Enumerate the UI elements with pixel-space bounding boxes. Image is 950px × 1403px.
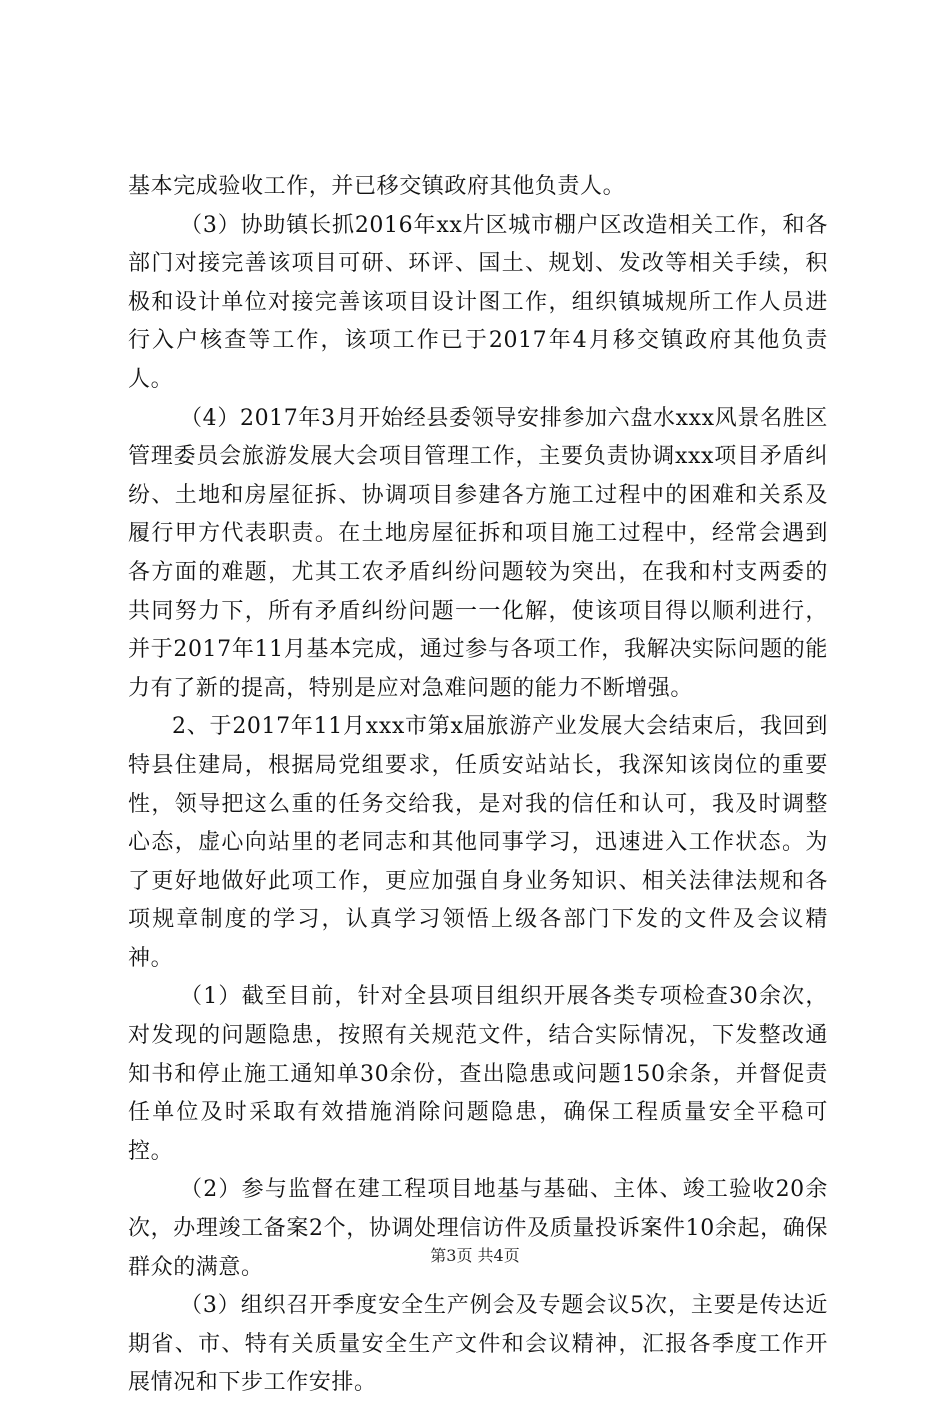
paragraph-5: （1）截至目前，针对全县项目组织开展各类专项检查30余次，对发现的问题隐患，按照有关规范文件，结合实际情况，下发整改通知书和停止施工通知单30余份，查出隐患或问题150余条，并督促责任单位及时采取有效措施消除问题隐患，确保工程质量安全平稳可控。 <box>128 984 828 1164</box>
paragraph-7: （3）组织召开季度安全生产例会及专题会议5次，主要是传达近期省、市、特有关质量安全生产文件和会议精神，汇报各季度工作开展情况和下步工作安排。 <box>128 1293 828 1396</box>
paragraph-6: （2）参与监督在建工程项目地基与基础、主体、竣工验收20余次，办理竣工备案2个，协调处理信访件及质量投诉案件10余起，确保群众的满意。 <box>128 1177 828 1280</box>
paragraph-1: 基本完成验收工作，并已移交镇政府其他负责人。 <box>128 174 626 199</box>
paragraph-3: （4）2017年3月开始经县委领导安排参加六盘水xxx风景名胜区管理委员会旅游发展大会项目管理工作，主要负责协调xxx项目矛盾纠纷、土地和房屋征拆、协调项目参建各方施工过程中的困难和关系及履行甲方代表职责。在土地房屋征拆和项目施工过程中，经常会遇到各方面的难题，尤其工农矛盾纠纷问题较为突出，在我和村支两委的共同努力下，所有矛盾纠纷问题一一化解，使该项目得以顺利进行，并于2017年11月基本完成，通过参与各项工作，我解决实际问题的能力有了新的提高，特别是应对急难问题的能力不断增强。 <box>128 405 828 701</box>
paragraph-2: （3）协助镇长抓2016年xx片区城市棚户区改造相关工作，和各部门对接完善该项目可研、环评、国土、规划、发改等相关手续，积极和设计单位对接完善该项目设计图工作，组织镇城规所工作人员进行入户核查等工作，该项工作已于2017年4月移交镇政府其他负责人。 <box>128 212 828 392</box>
document-body <box>128 168 828 1403</box>
page-number-footer: 第3页 共4页 <box>430 1246 520 1265</box>
paragraph-4: 2、于2017年11月xxx市第x届旅游产业发展大会结束后，我回到特县住建局，根据局党组要求，任质安站站长，我深知该岗位的重要性，领导把这么重的任务交给我，是对我的信任和认可，我及时调整心态，虚心向站里的老同志和其他同事学习，迅速进入工作状态。为了更好地做好此项工作，更应加强自身业务知识、相关法律法规和各项规章制度的学习，认真学习领悟上级各部门下发的文件及会议精神。 <box>128 714 828 971</box>
